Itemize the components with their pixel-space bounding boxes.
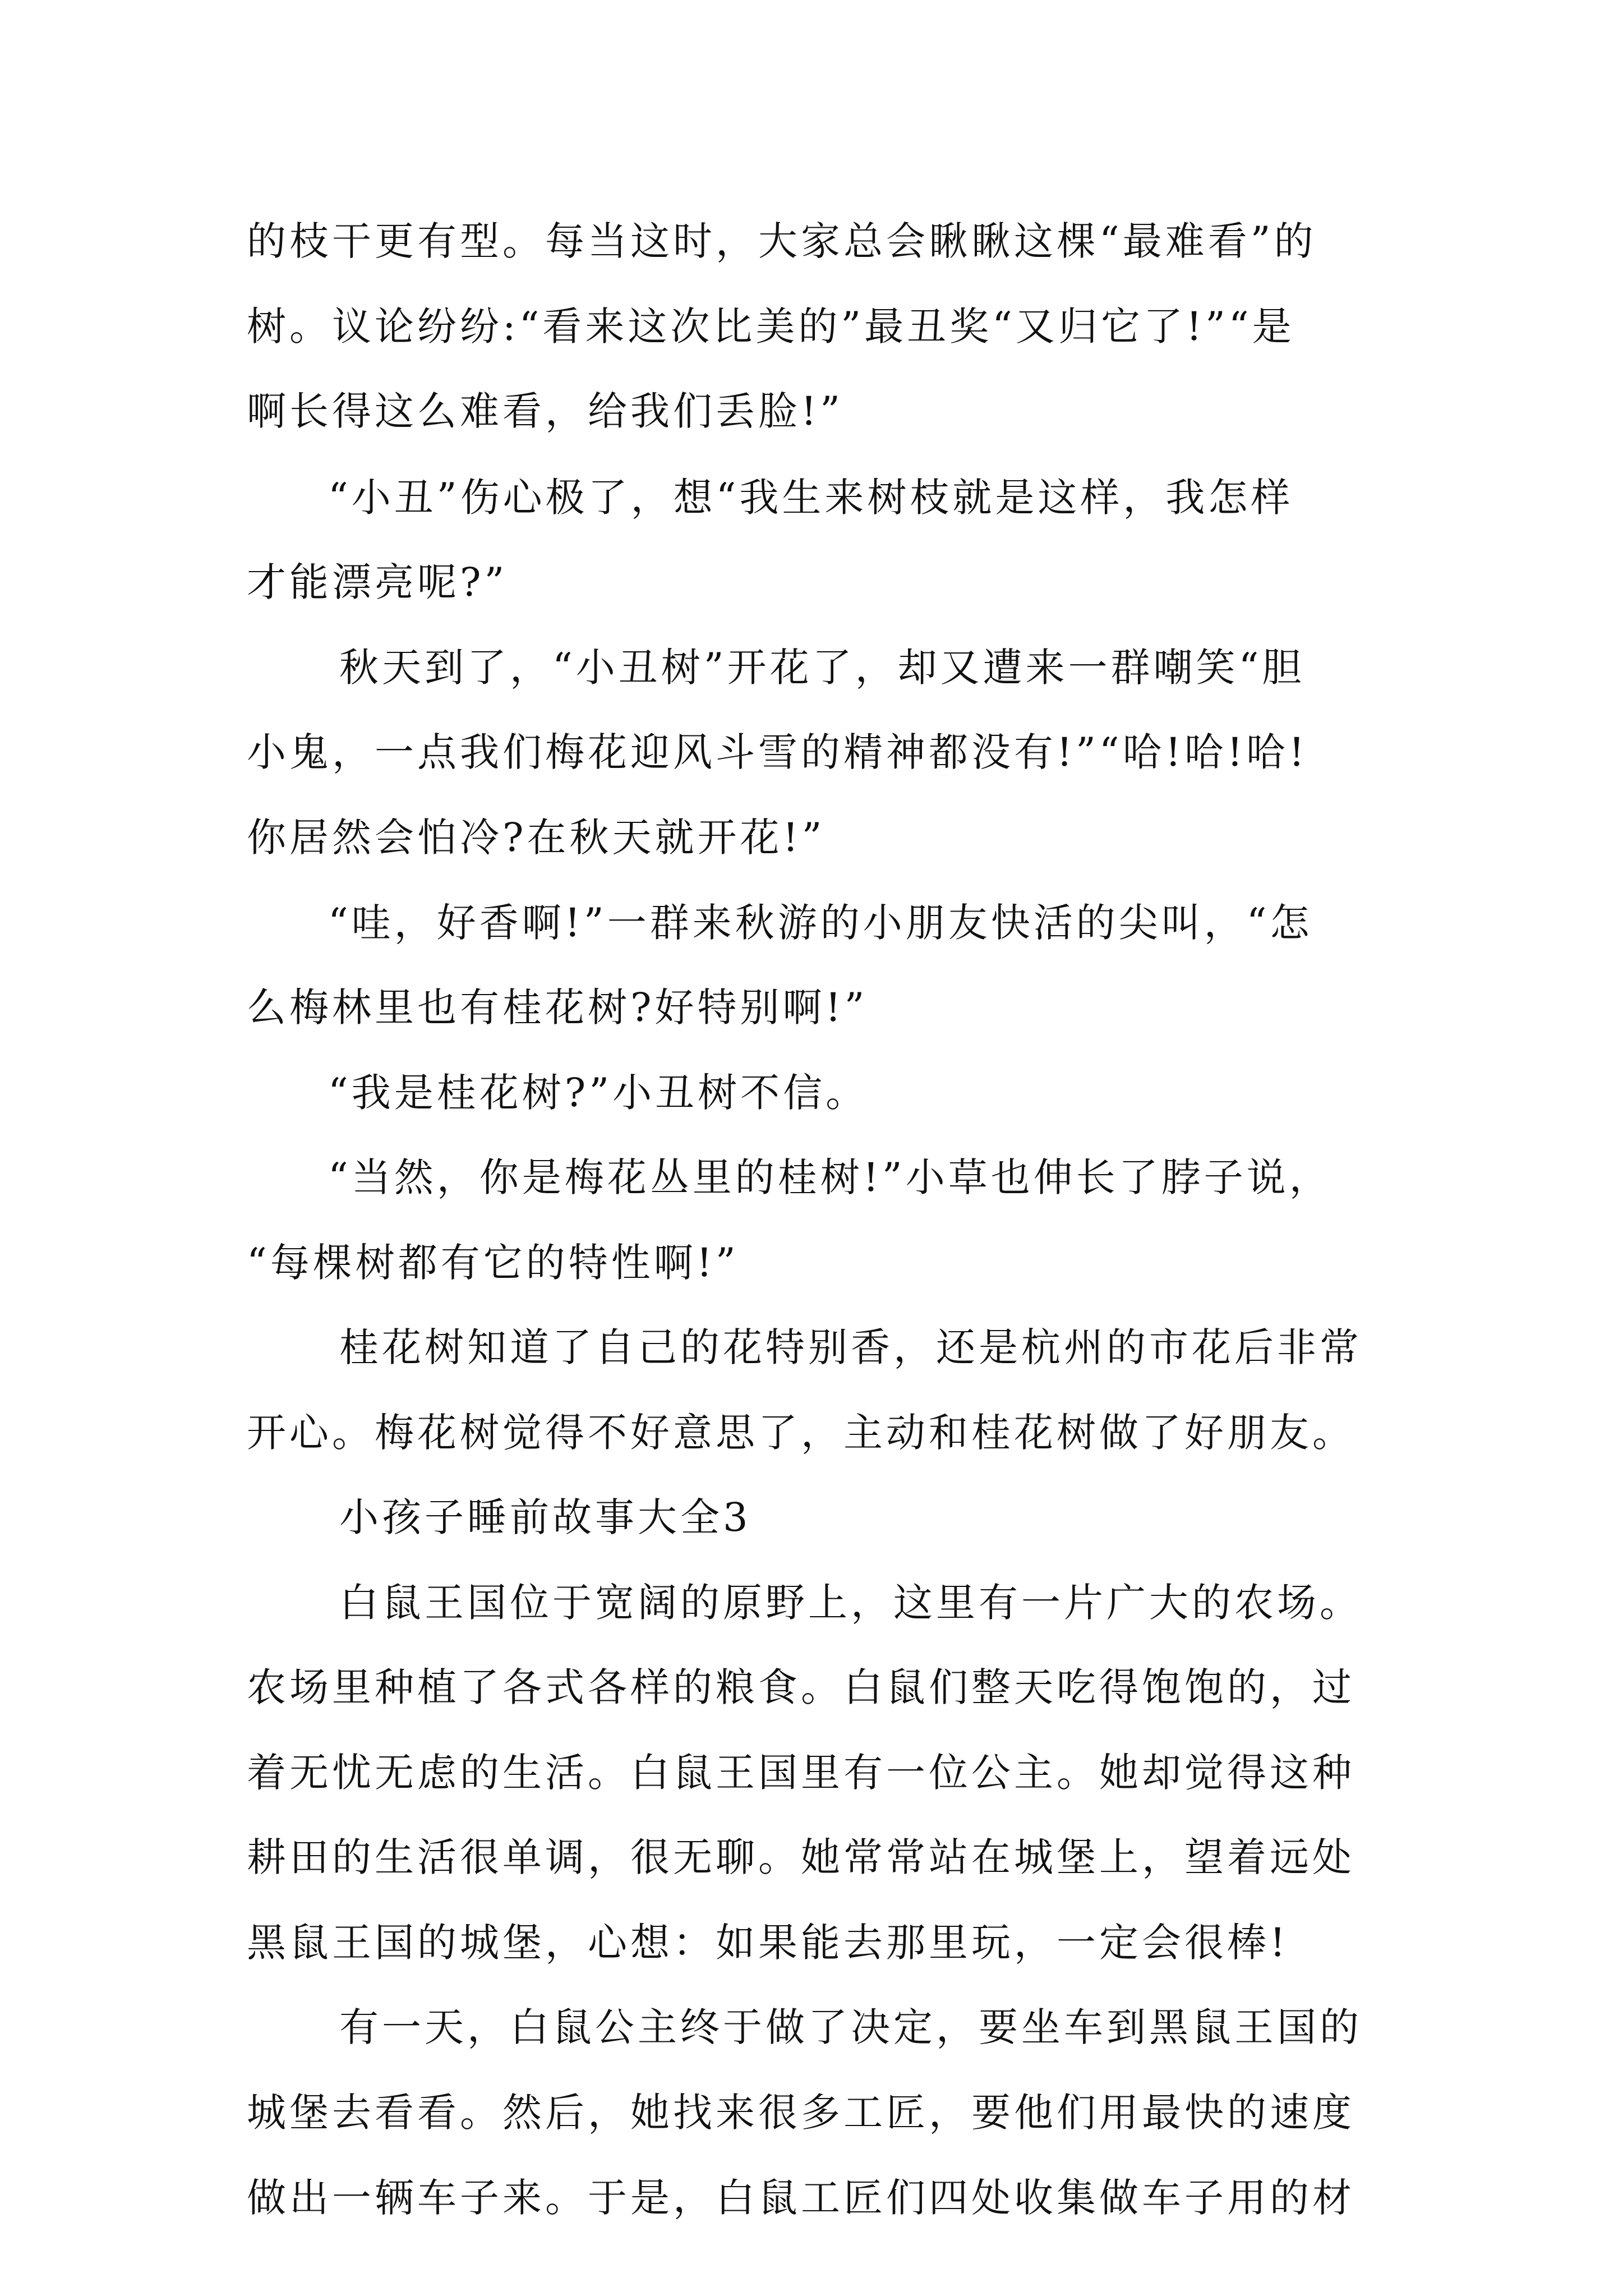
text-line: “每棵树都有它的特性啊!” bbox=[247, 1240, 739, 1286]
text-line: “哇，好香啊!”一群来秋游的小朋友快活的尖叫，“怎 bbox=[328, 900, 1313, 946]
text-line: 有一天，白鼠公主终于做了决定，要坐车到黑鼠王国的 bbox=[339, 2004, 1362, 2050]
text-line: 么梅林里也有桂花树?好特别啊!” bbox=[247, 984, 868, 1030]
text-line: 的枝干更有型。每当这时，大家总会瞅瞅这棵“最难看”的 bbox=[247, 218, 1317, 264]
text-line: 才能漂亮呢?” bbox=[247, 559, 508, 605]
text-line: 白鼠王国位于宽阔的原野上，这里有一片广大的农场。 bbox=[339, 1580, 1362, 1626]
text-line: 秋天到了，“小丑树”开花了，却又遭来一群嘲笑“胆 bbox=[339, 645, 1305, 691]
text-line: “我是桂花树?”小丑树不信。 bbox=[328, 1070, 869, 1116]
text-line: 着无忧无虑的生活。白鼠王国里有一位公主。她却觉得这种 bbox=[247, 1750, 1355, 1796]
text-line: 啊长得这么难看，给我们丢脸!” bbox=[247, 388, 843, 434]
text-line: 你居然会怕冷?在秋天就开花!” bbox=[247, 815, 826, 861]
text-line: “当然，你是梅花丛里的桂树!”小草也伸长了脖子说， bbox=[328, 1154, 1332, 1200]
text-line: 开心。梅花树觉得不好意思了，主动和桂花树做了好朋友。 bbox=[247, 1410, 1355, 1456]
text-line: 城堡去看看。然后，她找来很多工匠，要他们用最快的速度 bbox=[247, 2090, 1355, 2136]
text-line: 桂花树知道了自己的花特别香，还是杭州的市花后非常 bbox=[339, 1324, 1362, 1370]
text-line: 耕田的生活很单调，很无聊。她常常站在城堡上，望着远处 bbox=[247, 1834, 1355, 1880]
text-line: 小鬼，一点我们梅花迎风斗雪的精神都没有!”“哈!哈!哈! bbox=[247, 729, 1308, 775]
section-heading: 小孩子睡前故事大全3 bbox=[339, 1494, 751, 1540]
text-line: “小丑”伤心极了，想“我生来树枝就是这样，我怎样 bbox=[328, 475, 1294, 521]
text-line: 树。议论纷纷:“看来这次比美的”最丑奖“又归它了!”“是 bbox=[247, 303, 1295, 349]
text-line: 农场里种植了各式各样的粮食。白鼠们整天吃得饱饱的，过 bbox=[247, 1664, 1355, 1710]
text-line: 黑鼠王国的城堡，心想：如果能去那里玩，一定会很棒! bbox=[247, 1920, 1289, 1966]
text-line: 做出一辆车子来。于是，白鼠工匠们四处收集做车子用的材 bbox=[247, 2175, 1355, 2221]
